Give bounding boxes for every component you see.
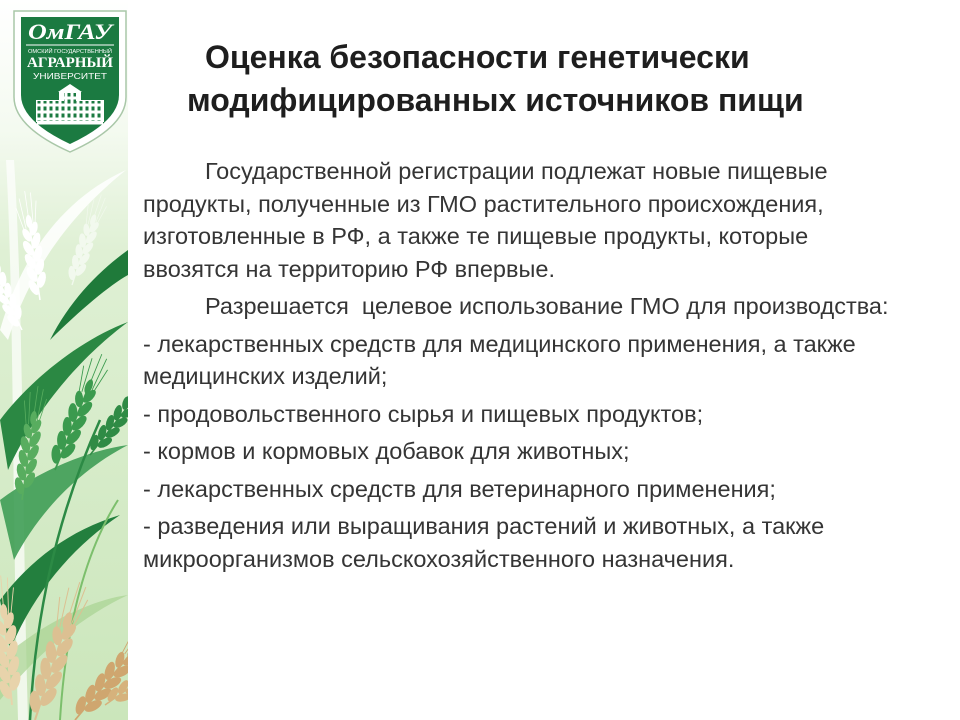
paragraph-line: Государственной регистрации подлежат новые пищевые — [205, 158, 828, 184]
building-base — [37, 122, 103, 125]
list-item — [143, 435, 943, 468]
list-item-line: - разведения или выращивания растений и животных, а также — [143, 513, 825, 539]
list-item — [143, 328, 943, 393]
list-item-line: микроорганизмов сельскохозяйственного назначения. — [143, 545, 735, 572]
list-item-line: - лекарственных средств для ветеринарного применения; — [143, 475, 776, 502]
paragraph-line: Разрешается целевое использование ГМО для производства: — [205, 293, 889, 319]
permitted-use-paragraph — [143, 290, 943, 323]
list-item — [143, 510, 943, 575]
slide-title-line-1: Оценка безопасности генетически — [205, 39, 750, 75]
paragraph-line: продукты, полученные из ГМО растительного происхождения, — [143, 190, 824, 217]
list-item-line: - продовольственного сырья и пищевых продуктов; — [143, 400, 704, 427]
university-logo — [0, 0, 140, 160]
logo-big-line: АГРАРНЫЙ — [27, 55, 113, 71]
paragraph-line: ввозятся на территорию РФ впервые. — [143, 255, 555, 282]
building-windows — [37, 101, 103, 121]
registration-paragraph — [143, 155, 943, 285]
building-tower-windows — [64, 93, 76, 101]
list-item — [143, 398, 943, 431]
list-item-line: - кормов и кормовых добавок для животных; — [143, 438, 630, 464]
paragraph-line: изготовленные в РФ, а также те пищевые продукты, которые — [143, 223, 809, 249]
list-item — [143, 473, 943, 506]
logo-abbreviation: ОмГАУ — [28, 19, 116, 44]
slide-title-line-2: модифицированных источников пищи — [187, 82, 804, 118]
list-item-line: медицинских изделий; — [143, 363, 388, 389]
list-item-line: - лекарственных средств для медицинского применения, а также — [143, 330, 856, 357]
logo-small-line: ОМСКИЙ ГОСУДАРСТВЕННЫЙ — [28, 49, 103, 55]
slide-body — [143, 155, 943, 580]
logo-sub-line: УНИВЕРСИТЕТ — [33, 72, 108, 81]
